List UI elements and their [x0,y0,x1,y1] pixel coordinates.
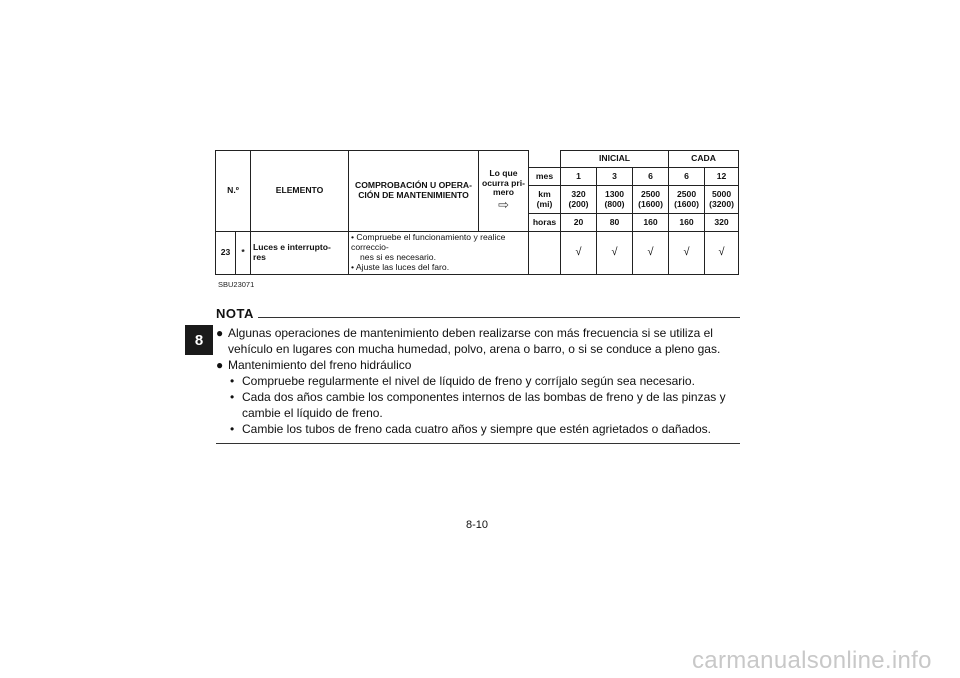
sub-bullet-icon: • [230,374,235,388]
unit-km: km (mi) [529,186,561,214]
interval-hours: 160 [633,214,669,232]
divider [216,443,740,444]
interval-month: 1 [561,168,597,186]
interval-month: 6 [669,168,705,186]
note-title: NOTA [216,306,254,321]
interval-km: 320 (200) [561,186,597,214]
row-operations: • Compruebe el funcionamiento y realice correccio- nes si es necesario. • Ajuste las luces del faro. [349,232,529,275]
header-element: ELEMENTO [251,151,349,232]
interval-month: 3 [597,168,633,186]
list-subitem: • Cambie los tubos de freno cada cuatro años y siempre que estén agrietados o dañados. [230,422,711,436]
interval-hours: 320 [705,214,739,232]
interval-km: 2500 (1600) [633,186,669,214]
list-subitem: • Cada dos años cambie los componentes internos de las bombas de freno y de las pinzas y cambie el líquido de freno. [230,390,726,420]
check-mark: √ [633,232,669,275]
interval-km: 5000 (3200) [705,186,739,214]
list-item: ● Algunas operaciones de mantenimiento deben realizarse con más frecuencia si se utiliza el vehículo en lugares con mucha humedad, polvo, arena o barro, o si se conduce a pleno gas. [216,326,721,356]
bullet-icon: ● [216,326,224,340]
chapter-tab: 8 [185,325,213,355]
interval-month: 12 [705,168,739,186]
interval-hours: 160 [669,214,705,232]
arrow-right-icon: ⇨ [498,197,509,213]
list-item: ● Mantenimiento del freno hidráulico [216,358,412,372]
check-mark: √ [561,232,597,275]
divider [258,317,740,318]
row-number: 23 [216,232,236,275]
check-mark: √ [705,232,739,275]
row-element: Luces e interrupto- res [251,232,349,275]
header-check-operation: COMPROBACIÓN U OPERA- CIÓN DE MANTENIMIENTO [349,151,479,232]
note-list [216,325,740,437]
interval-hours: 20 [561,214,597,232]
bullet-icon: ● [216,358,224,372]
sub-bullet-icon: • [230,390,235,404]
unit-month: mes [529,168,561,186]
header-every: CADA [669,151,739,168]
row-mark: * [236,232,251,275]
header-no: N.º [216,151,251,232]
table-row [216,232,739,275]
interval-hours: 80 [597,214,633,232]
list-subitem: • Compruebe regularmente el nivel de líquido de freno y corríjalo según sea necesario. [230,374,695,388]
interval-km: 2500 (1600) [669,186,705,214]
interval-km: 1300 (800) [597,186,633,214]
note-header [216,306,740,321]
note-section [216,306,740,444]
header-whichever-first: Lo que ocurra pri- mero ⇨ [479,151,529,232]
sub-bullet-icon: • [230,422,235,436]
maintenance-table [215,150,739,275]
header-initial: INICIAL [561,151,669,168]
watermark: carmanualsonline.info [692,647,932,674]
document-code: SBU23071 [218,280,255,289]
check-mark: √ [597,232,633,275]
interval-month: 6 [633,168,669,186]
unit-hours: horas [529,214,561,232]
page-number: 8-10 [466,519,489,531]
check-mark: √ [669,232,705,275]
